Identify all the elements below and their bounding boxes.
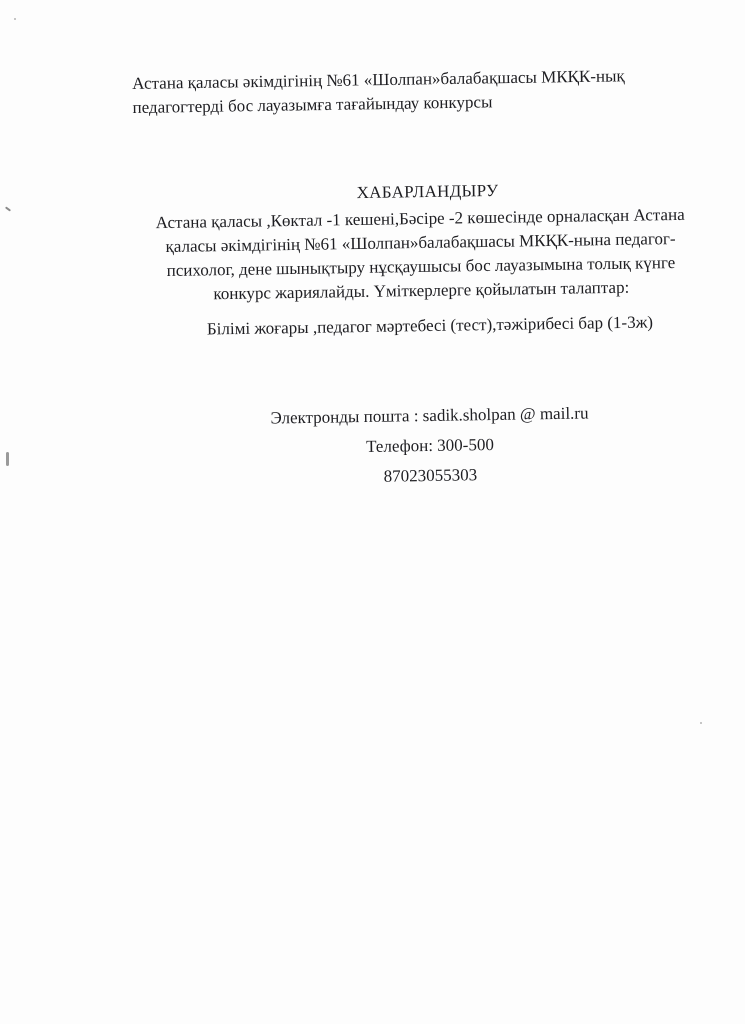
body-line: конкурс жариялайды. Үміткерлерге қойылатын талаптар: [213,277,630,304]
announcement-title: ХАБАРЛАНДЫРУ [356,180,499,203]
scan-mark [5,206,11,211]
body-line: қаласы әкімдігінің №61 «Шолпан»балабақшасы МКҚК-нына педагог- [165,228,676,257]
email-line: Электронды пошта : sadik.sholpan @ mail.ru [270,403,589,428]
contact-block [199,397,660,494]
header-line: педагогтерді бос лауазымға тағайындау конкурсы [132,92,493,117]
announcement-body [140,203,701,308]
body-line: Астана қаласы ,Көктал -1 кешені,Бәсіре -2 көшесінде орналасқан Астана [155,204,685,233]
mobile-line: 87023055303 [383,465,478,486]
scan-speck [700,722,702,724]
scan-mark [6,452,9,466]
body-line: психолог, дене шынықтыру нұсқаушысы бос лауазымына толық күнге [166,252,676,280]
requirements-text: Білімі жоғары ,педагог мәртебесі (тест),тәжірибесі бар (1-3ж) [206,312,654,339]
scan-speck [14,18,16,20]
header-line: Астана қаласы әкімдігінің №61 «Шолпан»балабақшасы МКҚК-нық [132,66,625,93]
document-header [132,64,673,120]
phone-line: Телефон: 300-500 [365,434,495,457]
